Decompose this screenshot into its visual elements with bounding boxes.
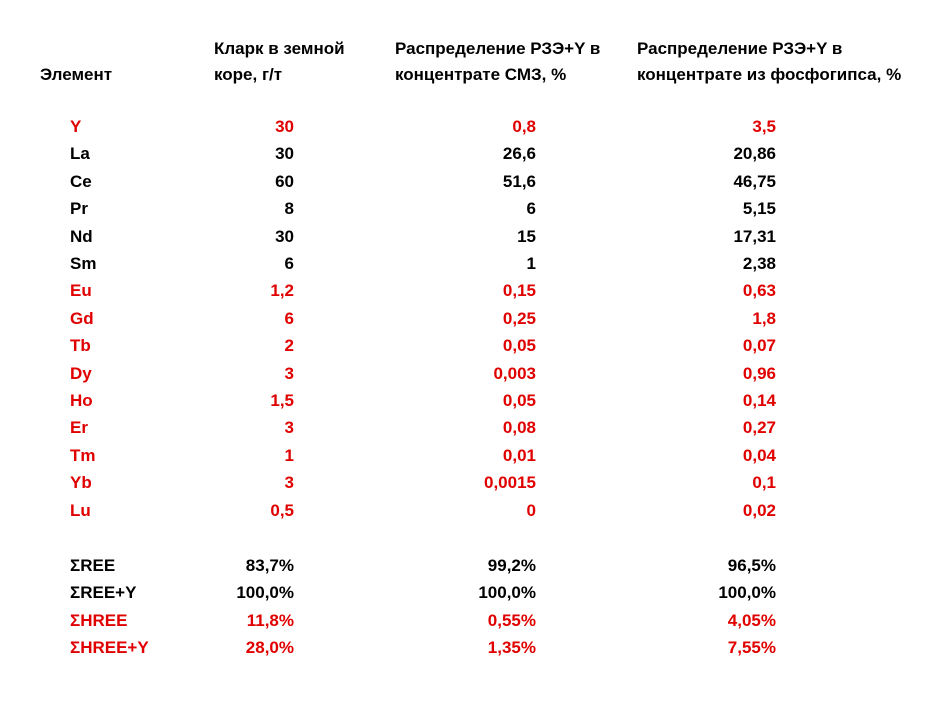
cell-clarke: 30 [275, 144, 294, 164]
cell-clarke: 6 [284, 308, 294, 328]
header-smz-line-1: Распределение РЗЭ+Y в [395, 39, 601, 58]
cell-smz: 51,6 [502, 171, 536, 191]
header-element [40, 62, 112, 88]
total-row [0, 607, 948, 634]
cell-phospho: 0,02 [742, 500, 776, 520]
cell-phospho: 46,75 [733, 171, 776, 191]
cell-smz: 0,0015 [484, 473, 536, 493]
cell-smz: 0,8 [512, 117, 536, 136]
cell-smz: 0 [526, 500, 536, 520]
header-phospho [637, 36, 901, 88]
cell-element: Dy [70, 363, 92, 383]
cell-clarke: 83,7% [245, 556, 294, 575]
cell-smz: 0,15 [502, 281, 536, 301]
cell-element: ΣREE [70, 556, 116, 575]
cell-element: Y [70, 117, 82, 136]
cell-phospho: 0,14 [742, 391, 776, 410]
row-row [0, 360, 948, 387]
cell-phospho: 17,31 [733, 226, 776, 246]
cell-element: Eu [70, 281, 92, 301]
total-row [0, 579, 948, 606]
row-row [0, 332, 948, 359]
cell-phospho: 0,07 [742, 336, 776, 356]
cell-element: Tm [70, 445, 96, 465]
cell-phospho: 0,96 [742, 363, 776, 383]
cell-phospho: 2,38 [742, 254, 776, 273]
cell-element: La [70, 144, 90, 164]
row-row [0, 277, 948, 304]
cell-element: Er [70, 418, 88, 438]
cell-element: ΣHREE+Y [70, 638, 149, 658]
cell-smz: 100,0% [478, 583, 536, 603]
cell-smz: 0,01 [502, 445, 536, 465]
row-row [0, 497, 948, 524]
cell-clarke: 1,5 [270, 391, 294, 410]
cell-clarke: 1 [284, 445, 294, 465]
cell-element: Ce [70, 171, 92, 191]
cell-clarke: 3 [284, 363, 294, 383]
header-phospho-line-2: концентрате из фосфогипса, % [637, 65, 902, 84]
cell-phospho: 20,86 [733, 144, 776, 164]
cell-smz: 6 [526, 199, 536, 219]
cell-smz: 0,05 [502, 391, 536, 410]
cell-clarke: 28,0% [245, 638, 294, 658]
cell-phospho: 5,15 [742, 199, 776, 219]
cell-phospho: 1,8 [752, 308, 776, 328]
cell-element: Gd [70, 308, 94, 328]
cell-phospho: 0,27 [742, 418, 776, 438]
header-clarke-line-2: коре, г/т [214, 65, 283, 84]
cell-clarke: 11,8% [246, 610, 294, 630]
cell-smz: 1 [526, 254, 536, 273]
cell-smz: 1,35% [487, 638, 536, 658]
cell-smz: 15 [517, 226, 536, 246]
cell-smz: 0,003 [493, 363, 536, 383]
cell-smz: 0,25 [502, 308, 536, 328]
row-row [0, 113, 948, 140]
cell-element: Sm [70, 254, 97, 273]
cell-clarke: 1,2 [270, 281, 294, 301]
row-row [0, 195, 948, 222]
cell-phospho: 96,5% [727, 556, 776, 575]
cell-clarke: 2 [284, 336, 294, 356]
cell-element: Ho [70, 391, 93, 410]
cell-phospho: 0,63 [742, 281, 776, 301]
cell-smz: 0,05 [502, 336, 536, 356]
cell-smz: 99,2% [487, 556, 536, 575]
cell-clarke: 30 [275, 226, 294, 246]
cell-element: Yb [70, 473, 92, 493]
cell-clarke: 8 [284, 199, 294, 219]
cell-element: Nd [70, 226, 93, 246]
header-clarke-line-1: Кларк в земной [214, 39, 345, 58]
cell-phospho: 4,05% [727, 610, 776, 630]
cell-element: Pr [70, 199, 88, 219]
cell-clarke: 6 [284, 254, 294, 273]
row-row [0, 140, 948, 167]
cell-clarke: 3 [284, 418, 294, 438]
cell-phospho: 0,1 [752, 473, 776, 493]
cell-element: Tb [70, 336, 91, 356]
row-row [0, 414, 948, 441]
total-row [0, 634, 948, 661]
total-row [0, 552, 948, 579]
row-row [0, 387, 948, 414]
row-row [0, 469, 948, 496]
row-row [0, 250, 948, 277]
row-row [0, 168, 948, 195]
header-element-label: Элемент [40, 65, 113, 84]
header-smz-line-2: концентрате СМЗ, % [395, 65, 567, 84]
cell-clarke: 0,5 [270, 500, 294, 520]
row-row [0, 442, 948, 469]
header-smz [395, 36, 600, 88]
cell-smz: 0,55% [487, 610, 536, 630]
cell-smz: 26,6 [502, 144, 536, 164]
cell-clarke: 3 [284, 473, 294, 493]
cell-element: ΣREE+Y [70, 583, 137, 603]
header-phospho-line-1: Распределение РЗЭ+Y в [637, 39, 843, 58]
row-row [0, 305, 948, 332]
cell-phospho: 7,55% [727, 638, 776, 658]
cell-clarke: 60 [275, 171, 294, 191]
cell-phospho: 0,04 [742, 445, 776, 465]
cell-phospho: 100,0% [718, 583, 776, 603]
cell-element: Lu [70, 500, 91, 520]
cell-clarke: 100,0% [236, 583, 294, 603]
cell-element: ΣHREE [70, 610, 128, 630]
cell-smz: 0,08 [502, 418, 536, 438]
cell-phospho: 3,5 [752, 117, 776, 136]
cell-clarke: 30 [275, 117, 294, 136]
header-clarke [214, 36, 345, 88]
row-row [0, 223, 948, 250]
